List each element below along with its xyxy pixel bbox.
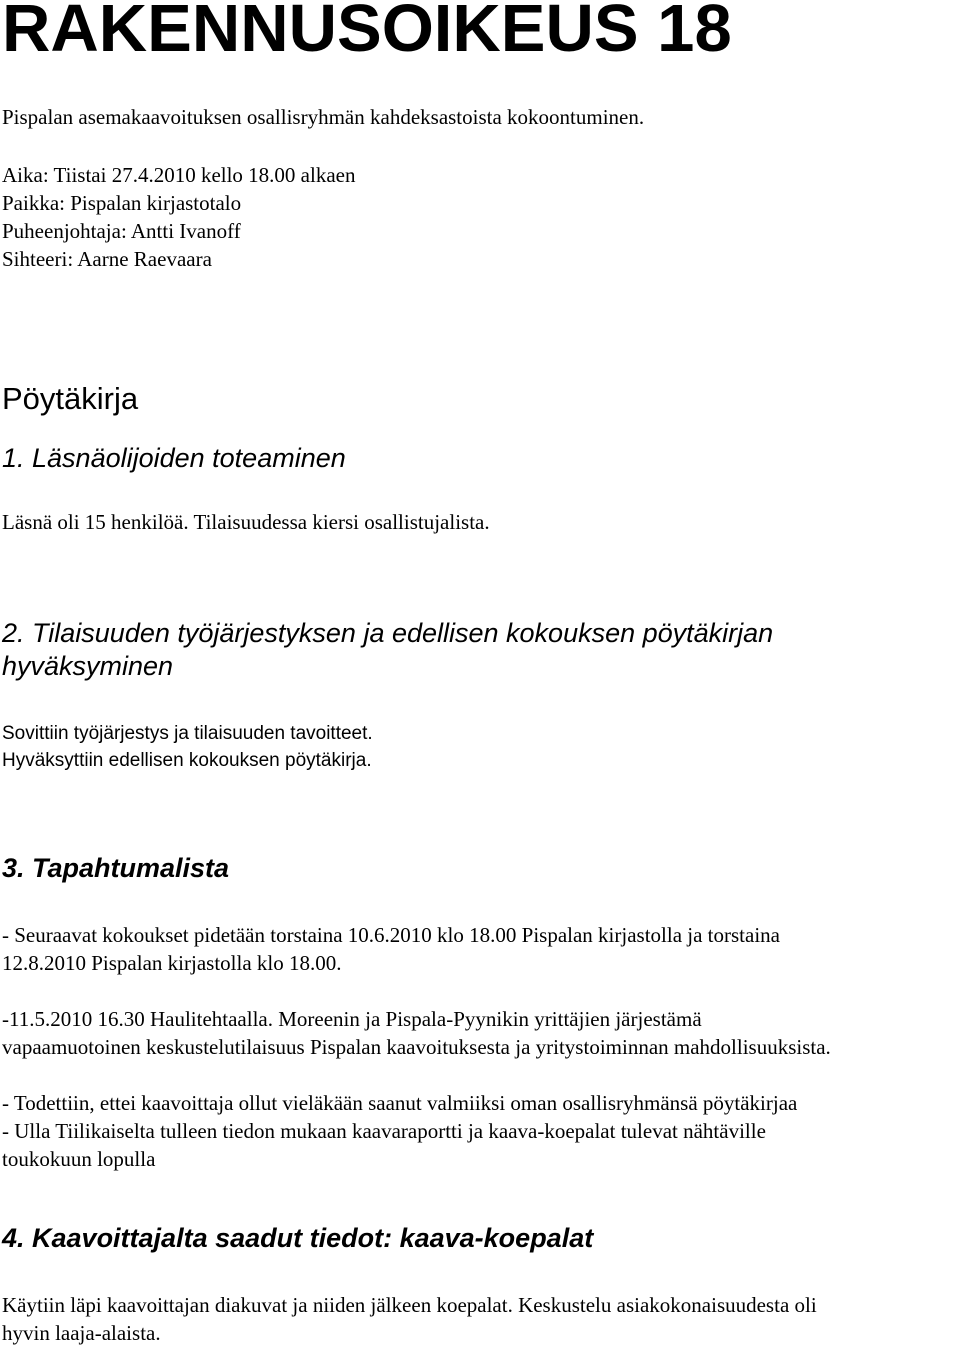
- section-4-heading: 4. Kaavoittajalta saadut tiedot: kaava-koepalat: [2, 1223, 594, 1253]
- section-3-line: toukokuun lopulla: [2, 1147, 156, 1171]
- minutes-heading: Pöytäkirja: [2, 381, 139, 416]
- section-2-heading-line2: hyväksyminen: [2, 651, 174, 681]
- intro-text: Pispalan asemakaavoituksen osallisryhmän kahdeksastoista kokoontuminen.: [2, 105, 645, 129]
- section-3-line: - Seuraavat kokoukset pidetään torstaina 10.6.2010 klo 18.00 Pispalan kirjastolla ja torstaina: [2, 923, 780, 947]
- section-4-line: hyvin laaja-alaista.: [2, 1321, 161, 1345]
- meta-secretary: Sihteeri: Aarne Raevaara: [2, 247, 212, 271]
- meta-place: Paikka: Pispalan kirjastotalo: [2, 191, 242, 215]
- document-title: RAKENNUSOIKEUS 18: [2, 0, 732, 66]
- meta-chair: Puheenjohtaja: Antti Ivanoff: [2, 219, 241, 243]
- section-1-line: Läsnä oli 15 henkilöä. Tilaisuudessa kiersi osallistujalista.: [2, 510, 490, 534]
- section-2-heading-line1: 2. Tilaisuuden työjärjestyksen ja edellisen kokouksen pöytäkirjan: [2, 618, 774, 648]
- section-2-line: Sovittiin työjärjestys ja tilaisuuden tavoitteet.: [2, 723, 373, 744]
- meta-time: Aika: Tiistai 27.4.2010 kello 18.00 alkaen: [2, 163, 356, 187]
- section-3-heading: 3. Tapahtumalista: [2, 853, 230, 883]
- section-3-line: vapaamuotoinen keskustelutilaisuus Pispalan kaavoituksesta ja yritystoiminnan mahdollisuuksista.: [2, 1035, 831, 1059]
- section-3-line: - Todettiin, ettei kaavoittaja ollut vieläkään saanut valmiiksi oman osallisryhmänsä pöytäkirjaa: [2, 1091, 798, 1115]
- section-3-line: 12.8.2010 Pispalan kirjastolla klo 18.00.: [2, 951, 342, 975]
- section-3-line: - Ulla Tiilikaiselta tulleen tiedon mukaan kaavaraportti ja kaava-koepalat tulevat nähtäville: [2, 1119, 766, 1143]
- section-2-line: Hyväksyttiin edellisen kokouksen pöytäkirja.: [2, 750, 372, 771]
- section-4-line: Käytiin läpi kaavoittajan diakuvat ja niiden jälkeen koepalat. Keskustelu asiakokonaisuudesta oli: [2, 1293, 817, 1317]
- section-1-heading: 1. Läsnäolijoiden toteaminen: [2, 443, 346, 473]
- section-3-line: -11.5.2010 16.30 Haulitehtaalla. Moreenin ja Pispala-Pyynikin yrittäjien järjestämä: [2, 1007, 702, 1031]
